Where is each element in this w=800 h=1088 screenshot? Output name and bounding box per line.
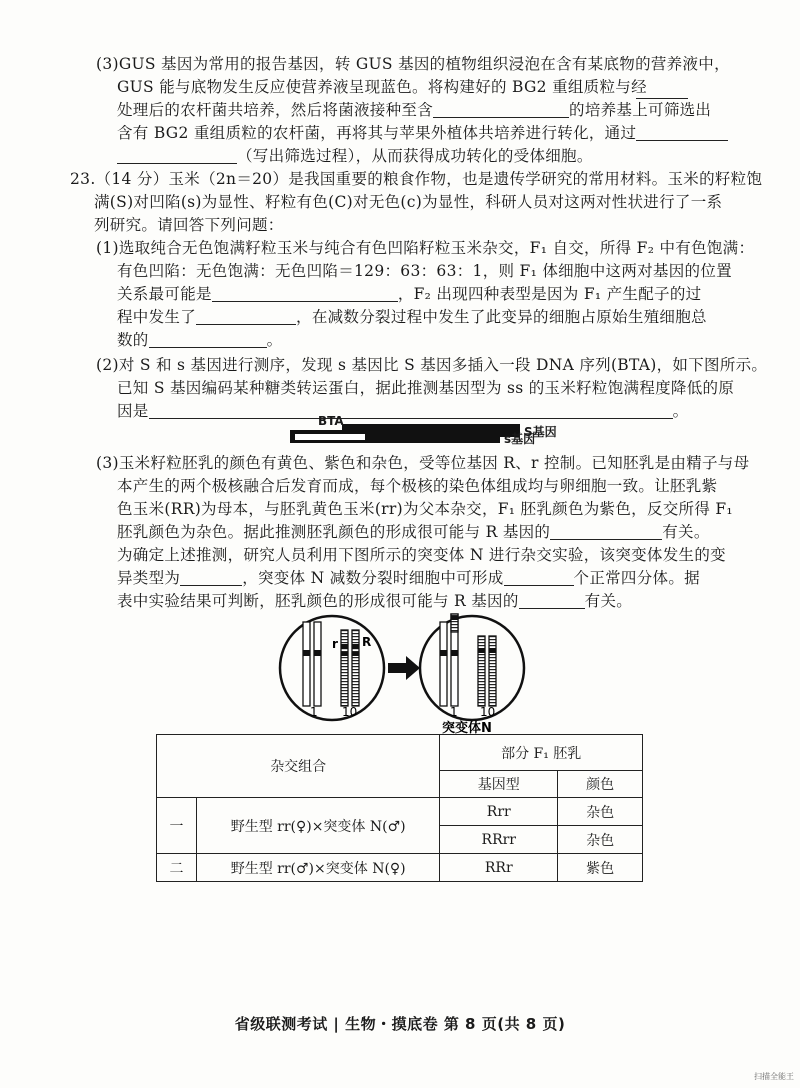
chromosome-10-r — [341, 630, 348, 706]
genotype-cell: RRr — [440, 854, 558, 882]
header-color: 颜色 — [558, 771, 643, 798]
chromosome-10-number: 10 — [342, 705, 358, 719]
q23-1-line2: 有色凹陷：无色饱满：无色凹陷＝129：63：63：1，则 F₁ 体细胞中这两对基因的位置 — [117, 262, 732, 280]
chromosome-10-a — [478, 636, 485, 706]
answer-blank[interactable] — [196, 308, 296, 325]
q23-2-line2: 已知 S 基因编码某种糖类转运蛋白，据此推测基因型为 ss 的玉米籽粒饱满程度降低的原 — [117, 379, 735, 397]
chromosome-1-a — [303, 622, 310, 706]
BTA-label: BTA — [318, 414, 344, 428]
cross-cell: 野生型 rr(♂)×突变体 N(♀) — [196, 854, 439, 882]
color-cell: 杂色 — [558, 826, 643, 854]
mutant-chromosome-figure — [270, 606, 530, 734]
answer-blank[interactable] — [636, 124, 728, 141]
figure-caption: 突变体N — [442, 721, 492, 734]
chromosome-10-R — [352, 630, 359, 706]
q23-1-line5: 数的 。 — [117, 331, 283, 349]
answer-blank[interactable] — [117, 147, 237, 164]
cross-results-table — [156, 734, 643, 882]
q23-3-line4: 胚乳颜色为杂色。据此推测胚乳颜色的形成很可能与 R 基因的 有关。 — [117, 523, 710, 541]
answer-blank[interactable] — [550, 523, 662, 540]
header-partial-F1-endosperm: 部分 F₁ 胚乳 — [440, 735, 643, 771]
chromosome-1-b — [314, 622, 321, 706]
q23-line3: 列研究。请回答下列问题： — [94, 216, 284, 234]
q22-3-line4: 含有 BG2 重组质粒的农杆菌，再将其与苹果外植体共培养进行转化，通过 — [117, 122, 728, 146]
chromosome-1-normal — [440, 622, 447, 706]
q23-1-line3: 关系最可能是 ，F₂ 出现四种表型是因为 F₁ 产生配子的过 — [117, 285, 702, 303]
header-cross-combination: 杂交组合 — [157, 735, 440, 798]
mutant-N-cell — [420, 616, 524, 720]
S-gene-label: S基因 — [524, 425, 557, 439]
answer-blank[interactable] — [149, 331, 267, 348]
row-number: 一 — [157, 798, 197, 854]
q23-1-line1: (1)选取纯合无色饱满籽粒玉米与纯合有色凹陷籽粒玉米杂交，F₁ 自交，所得 F₂ 中有色饱满： — [96, 239, 755, 257]
chromosome-1-number: 1 — [450, 705, 458, 719]
cross-cell: 野生型 rr(♀)×突变体 N(♂) — [196, 798, 439, 854]
color-cell: 杂色 — [558, 798, 643, 826]
scanner-watermark: 扫描全能王 — [754, 1072, 794, 1081]
q23-line1: 23.（14 分）玉米（2n＝20）是我国重要的粮食作物，也是遗传学研究的常用材料。玉米的籽粒饱 — [70, 170, 763, 188]
q23-3-line1: (3)玉米籽粒胚乳的颜色有黄色、紫色和杂色，受等位基因 R、r 控制。已知胚乳是由精子与母 — [96, 454, 750, 472]
q22-3-line5: （写出筛选过程），从而获得成功转化的受体细胞。 — [117, 145, 593, 169]
answer-blank[interactable] — [149, 402, 673, 419]
q23-3-line5: 为确定上述推测，研究人员利用下图所示的突变体 N 进行杂交实验，该突变体发生的变 — [117, 546, 726, 564]
q23-line2: 满(S)对凹陷(s)为显性、籽粒有色(C)对无色(c)为显性，科研人员对这两对性状进行了一系 — [94, 193, 723, 211]
chromosome-10-b — [489, 636, 496, 706]
color-cell: 紫色 — [558, 854, 643, 882]
q22-3-line3: 处理后的农杆菌共培养，然后将菌液接种至含 的培养基上可筛选出 — [117, 101, 712, 119]
chromosome-10-number: 10 — [480, 705, 496, 719]
q23-3-line6: 异类型为 ，突变体 N 减数分裂时细胞中可形成 个正常四分体。据 — [117, 569, 700, 587]
q23-2-line1: (2)对 S 和 s 基因进行测序，发现 s 基因比 S 基因多插入一段 DNA 序列(BTA)，如下图所示。 — [96, 356, 768, 374]
allele-r-label: r — [332, 637, 338, 651]
row-number: 二 — [157, 854, 197, 882]
answer-blank[interactable] — [180, 569, 242, 586]
q23-3-line3: 色玉米(RR)为母本，与胚乳黄色玉米(rr)为父本杂交，F₁ 胚乳颜色为紫色，反交所得 F₁ — [117, 500, 733, 518]
chromosome-1-number: 1 — [310, 705, 318, 719]
genotype-cell: RRrr — [440, 826, 558, 854]
page-footer: 省级联测考试 | 生物・摸底卷 第 8 页(共 8 页) — [234, 1015, 566, 1033]
answer-blank[interactable] — [636, 82, 688, 99]
arrow-icon — [388, 663, 406, 673]
wildtype-cell — [280, 616, 384, 720]
q23-1-line4: 程中发生了 ，在减数分裂过程中发生了此变异的细胞占原始生殖细胞总 — [117, 308, 707, 326]
answer-blank[interactable] — [433, 101, 569, 118]
q22-3-line1: (3)GUS 基因为常用的报告基因，转 GUS 基因的植物组织浸泡在含有某底物的营养液中， — [96, 55, 730, 73]
q23-2-line3: 因是 。 — [117, 402, 689, 420]
allele-R-label: R — [362, 635, 372, 649]
q23-3-line7: 表中实验结果可判断，胚乳颜色的形成很可能与 R 基因的 有关。 — [117, 592, 633, 610]
BTA-insert — [294, 433, 366, 441]
q22-3-line2: GUS 能与底物发生反应使营养液呈现蓝色。将构建好的 BG2 重组质粒与经 — [117, 78, 647, 96]
q23-3-line2: 本产生的两个极核融合后发育而成，每个极核的染色体组成均与卵细胞一致。让胚乳紫 — [117, 477, 718, 495]
answer-blank[interactable] — [212, 285, 398, 302]
genotype-cell: Rrr — [440, 798, 558, 826]
answer-blank[interactable] — [504, 569, 574, 586]
header-genotype: 基因型 — [440, 771, 558, 798]
s-gene-label: s基因 — [504, 432, 536, 446]
